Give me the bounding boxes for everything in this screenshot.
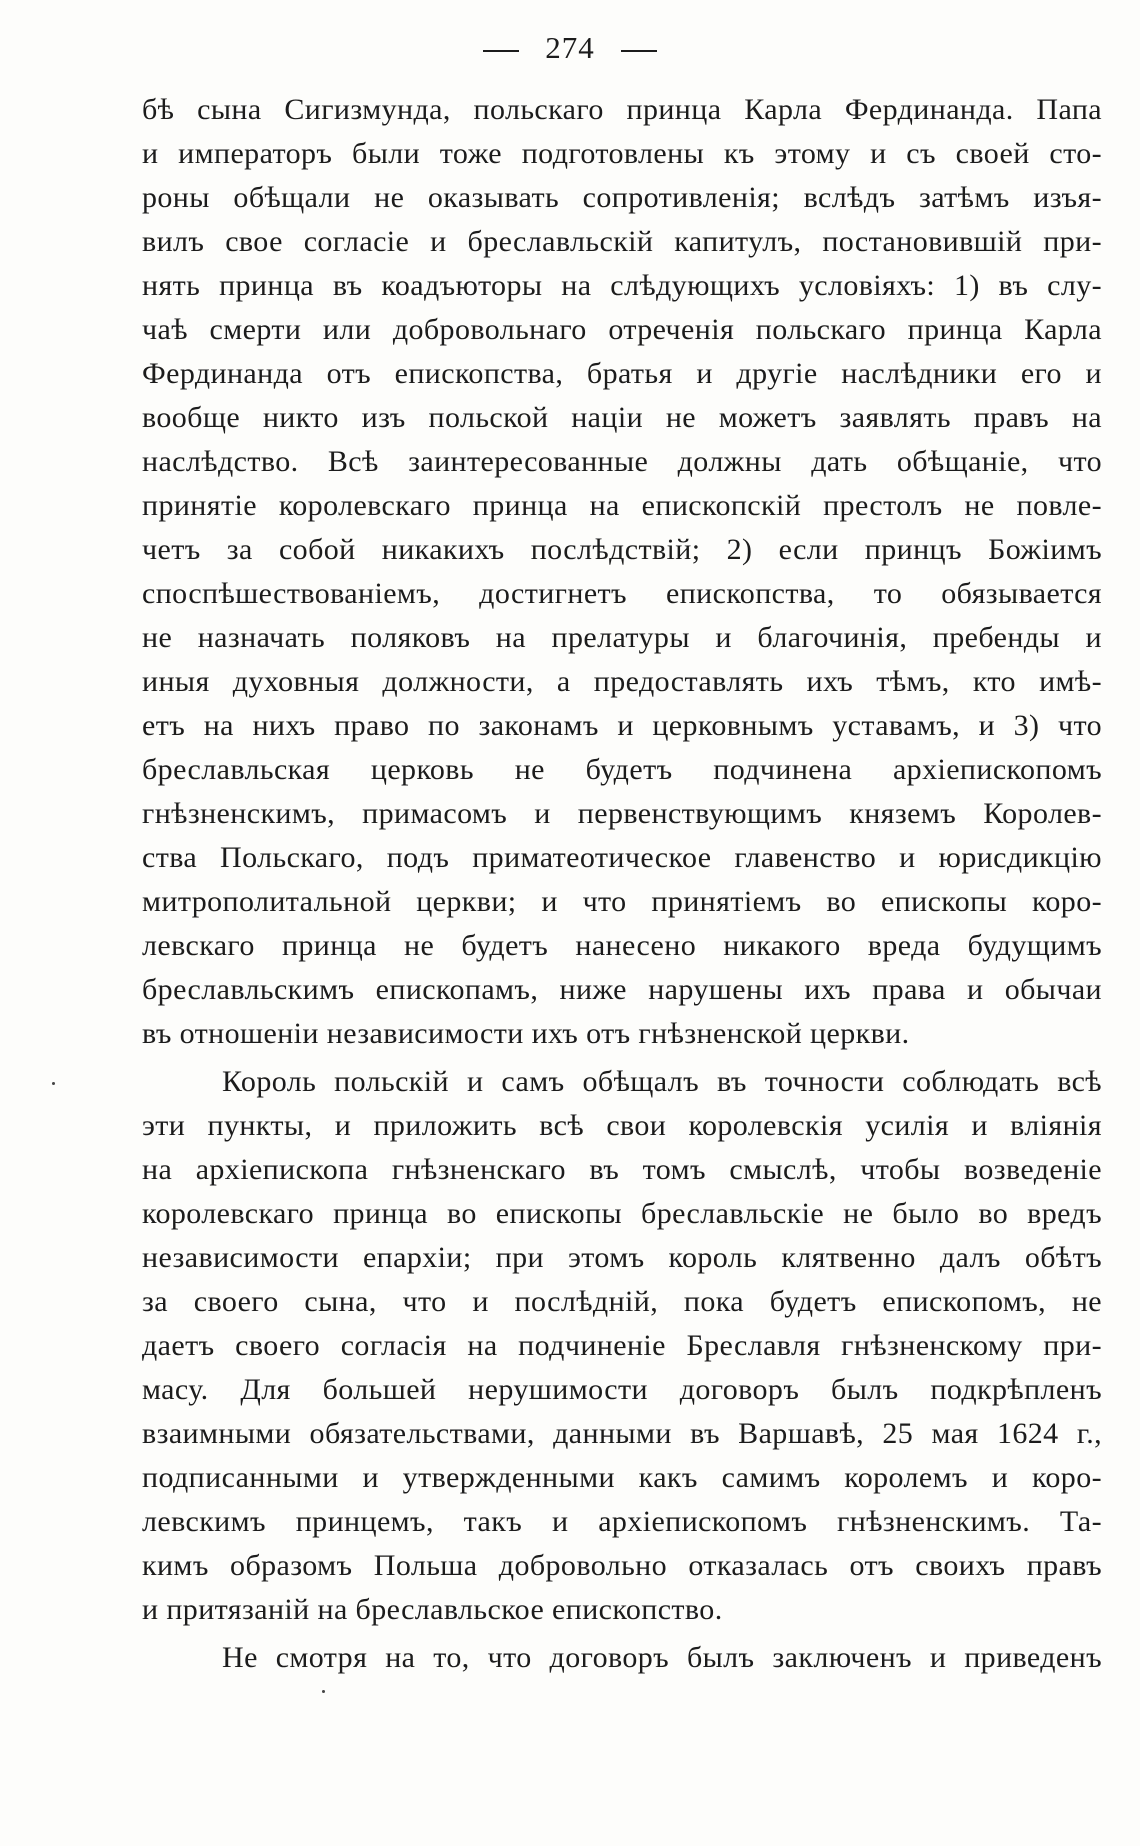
text-line-23: Король польскій и самъ обѣщалъ въ точности соблюдать всѣ: [222, 1065, 1102, 1098]
text-line-3: роны обѣщали не оказывать сопротивленія; вслѣдъ затѣмъ изъя-: [142, 181, 1102, 214]
text-line-30: масу. Для большей нерушимости договоръ былъ подкрѣпленъ: [142, 1373, 1102, 1406]
scan-speck: [322, 1690, 325, 1693]
text-line-14: иныя духовныя должности, а предоставлять ихъ тѣмъ, кто имѣ-: [142, 665, 1102, 698]
text-line-18: ства Польскаго, подъ приматеотическое главенство и юрисдикцію: [142, 841, 1102, 874]
text-line-36: Не смотря на то, что договоръ былъ заключенъ и приведенъ: [222, 1641, 1102, 1674]
text-line-2: и императоръ были тоже подготовлены къ этому и съ своей сто-: [142, 137, 1102, 170]
text-line-25: на архіепископа гнѣзненскаго въ томъ смыслѣ, чтобы возведеніе: [142, 1153, 1102, 1186]
text-line-17: гнѣзненскимъ, примасомъ и первенствующимъ княземъ Королев-: [142, 797, 1102, 830]
text-line-28: за своего сына, что и послѣдній, пока будетъ епископомъ, не: [142, 1285, 1102, 1318]
dash-right: [621, 50, 657, 52]
scan-speck: [52, 1082, 55, 1085]
text-line-35: и притязаній на бреславльское епископство.: [142, 1593, 723, 1626]
text-line-33: левскимъ принцемъ, такъ и архіепископомъ гнѣзненскимъ. Та-: [142, 1505, 1102, 1538]
text-line-8: вообще никто изъ польской націи не можетъ заявлять правъ на: [142, 401, 1102, 434]
page-number: [0, 30, 1140, 66]
text-line-13: не назначать поляковъ на прелатуры и благочинія, пребенды и: [142, 621, 1102, 654]
text-line-22: въ отношеніи независимости ихъ отъ гнѣзненской церкви.: [142, 1017, 910, 1050]
text-line-24: эти пункты, и приложить всѣ свои королевскія усилія и вліянія: [142, 1109, 1102, 1142]
text-line-32: подписанными и утвержденными какъ самимъ королемъ и коро-: [142, 1461, 1102, 1494]
text-line-11: четъ за собой никакихъ послѣдствій; 2) если принцъ Божіимъ: [142, 533, 1102, 566]
text-line-12: споспѣшествованіемъ, достигнетъ епископства, то обязывается: [142, 577, 1102, 610]
text-line-7: Фердинанда отъ епископства, братья и другіе наслѣдники его и: [142, 357, 1102, 390]
text-line-20: левскаго принца не будетъ нанесено никакого вреда будущимъ: [142, 929, 1102, 962]
text-line-10: принятіе королевскаго принца на епископскій престолъ не повле-: [142, 489, 1102, 522]
text-line-1: бѣ сына Сигизмунда, польскаго принца Карла Фердинанда. Папа: [142, 93, 1102, 126]
text-line-34: кимъ образомъ Польша добровольно отказалась отъ своихъ правъ: [142, 1549, 1102, 1582]
text-line-31: взаимными обязательствами, данными въ Варшавѣ, 25 мая 1624 г.,: [142, 1417, 1102, 1450]
text-line-9: наслѣдство. Всѣ заинтересованные должны дать обѣщаніе, что: [142, 445, 1102, 478]
text-line-19: митрополитальной церкви; и что принятіемъ во епископы коро-: [142, 885, 1102, 918]
text-line-5: нять принца въ коадъюторы на слѣдующихъ условіяхъ: 1) въ слу-: [142, 269, 1102, 302]
page-number-text: 274: [545, 30, 595, 65]
text-line-15: етъ на нихъ право по законамъ и церковнымъ уставамъ, и 3) что: [142, 709, 1102, 742]
text-line-29: даетъ своего согласія на подчиненіе Бреславля гнѣзненскому при-: [142, 1329, 1102, 1362]
text-line-21: бреславльскимъ епископамъ, ниже нарушены ихъ права и обычаи: [142, 973, 1102, 1006]
text-line-26: королевскаго принца во епископы бреславльскіе не было во вредъ: [142, 1197, 1102, 1230]
dash-left: [483, 50, 519, 52]
text-line-16: бреславльская церковь не будетъ подчинена архіепископомъ: [142, 753, 1102, 786]
text-line-6: чаѣ смерти или добровольнаго отреченія польскаго принца Карла: [142, 313, 1102, 346]
text-line-4: вилъ свое согласіе и бреславльскій капитулъ, постановившій при-: [142, 225, 1102, 258]
text-line-27: независимости епархіи; при этомъ король клятвенно далъ обѣтъ: [142, 1241, 1102, 1274]
